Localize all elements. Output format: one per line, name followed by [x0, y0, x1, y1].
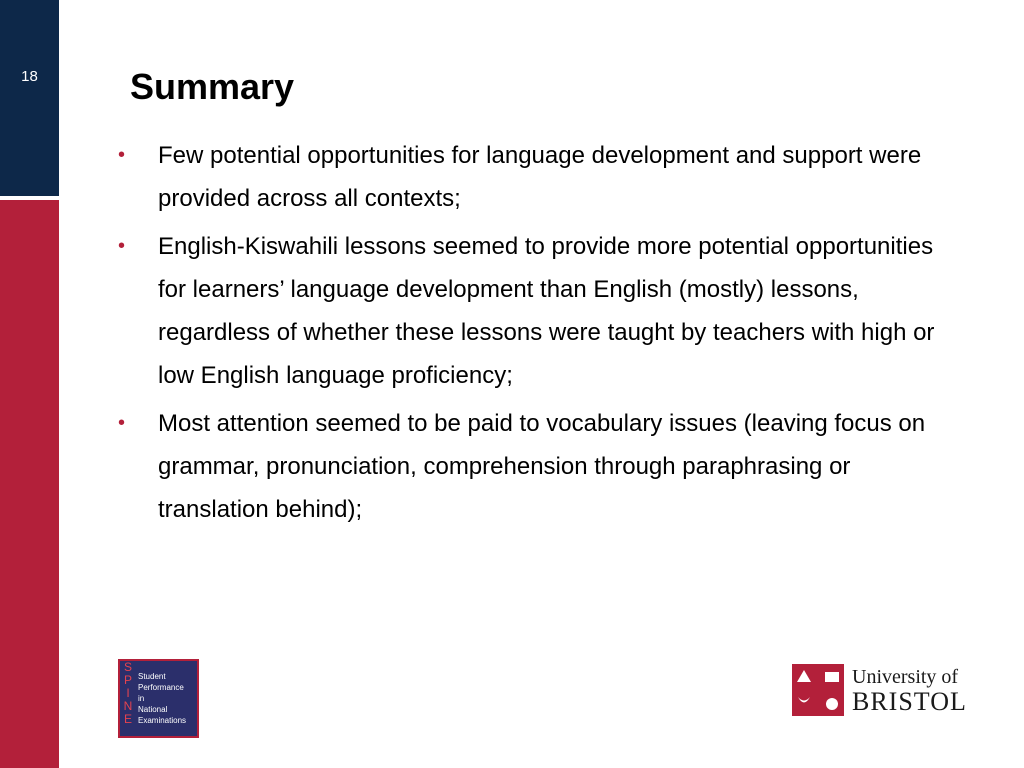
bullet-item [112, 134, 962, 220]
bristol-crest-icon [792, 664, 844, 716]
spine-word: Performance [138, 683, 184, 692]
bullet-dot: • [118, 144, 126, 166]
bullet-list [112, 134, 962, 536]
slide-title: Summary [130, 66, 295, 107]
spine-letter: P [123, 673, 132, 687]
bullet-item [112, 225, 962, 397]
bullet-item [112, 402, 962, 531]
bullet-dot: • [118, 412, 126, 434]
spine-logo [118, 659, 199, 738]
bristol-wordmark-line1: University of [852, 666, 959, 688]
bullet-text: English-Kiswahili lessons seemed to provide more potential opportunities for learners’ language development than English (mostly) lessons, regardless of whether these lessons were taught by teachers with high or low English language proficiency; [158, 233, 935, 389]
spine-letter: S [123, 660, 132, 674]
bristol-wordmark [852, 666, 967, 716]
spine-logo-letters [123, 661, 133, 726]
spine-word: Student [138, 672, 166, 681]
spine-letter: E [123, 712, 132, 726]
sidebar-navy-block [0, 0, 59, 196]
university-of-bristol-logo [792, 662, 977, 720]
spine-letter: I [126, 686, 130, 700]
spine-word: Examinations [138, 716, 187, 725]
spine-word: in [138, 694, 145, 703]
spine-letter: N [123, 699, 133, 713]
bullet-text: Most attention seemed to be paid to vocabulary issues (leaving focus on grammar, pronunciation, comprehension through paraphrasing or translation behind); [158, 410, 926, 523]
spine-logo-words [138, 671, 186, 726]
spine-word: National [138, 705, 168, 714]
bullet-text: Few potential opportunities for language development and support were provided across all contexts; [158, 142, 922, 212]
bullet-dot: • [118, 235, 126, 257]
bristol-wordmark-line2: BRISTOL [852, 687, 967, 716]
sidebar-red-block [0, 200, 59, 768]
slide-number: 18 [21, 68, 38, 85]
